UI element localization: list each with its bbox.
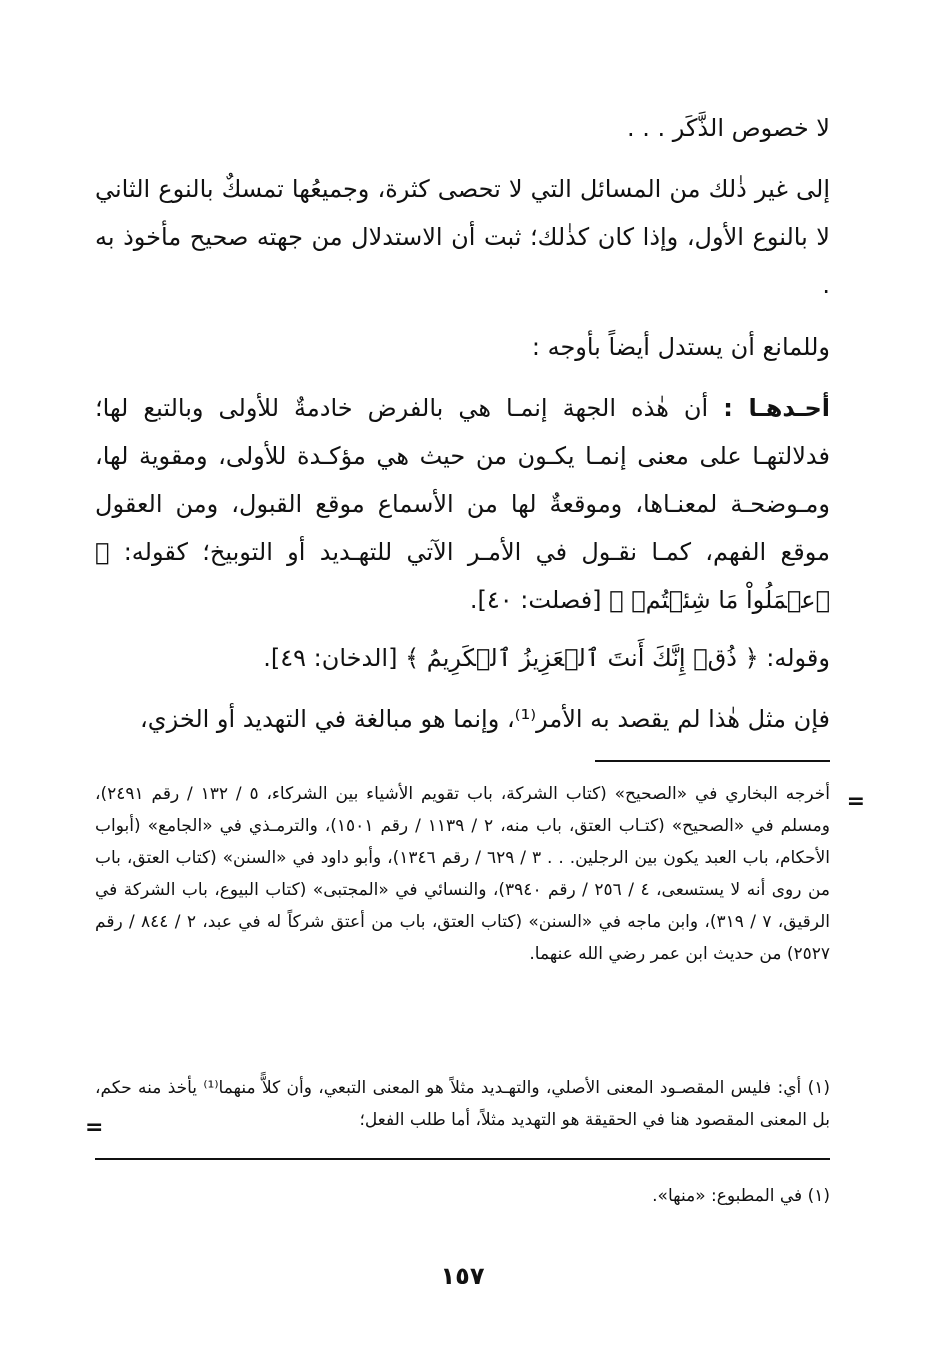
body-paragraph-3 xyxy=(95,384,830,624)
paragraph-label: أحـدهـا : xyxy=(723,394,830,422)
body-paragraph-5: فإن مثل هٰذا لم يقصد به الأمر⁽¹⁾، وإنما هو مبالغة في التهديد أو الخزي، xyxy=(140,705,830,733)
footnote-continued: أخرجه البخاري في «الصحيح» (كتاب الشركة، باب تقويم الأشياء بين الشركاء، ٥ / ١٣٢ / رقم ٢٤٩١)، ومسلم في «الصحيح» (كتـاب العتق، باب منه، ٢ / ١١٣٩ / رقم ١٥٠١)، والترمـذي في «الجامع» (أبواب الأحكام، باب العبد يكون بين الرجلين. . . ٣ / ٦٢٩ / رقم ١٣٤٦)، وأبو داود في «السنن» (كتاب العتق، باب من روى أنه لا يستسعى، ٤ / ٢٥٦ / رقم ٣٩٤٠)، والنسائي في «المجتبى» (كتاب البيوع، باب الشركة في الرقيق، ٧ / ٣١٩)، وابن ماجه في «السنن» (كتاب العتق، باب من أعتق شركاً له في عبد، ٢ / ٨٤٤ / رقم ٢٥٢٧) من حديث ابن عمر رضي الله عنهما. xyxy=(95,784,831,964)
body-paragraph-1: إلى غير ذٰلك من المسائل التي لا تحصى كثرة، وجميعُها تمسكٌ بالنوع الثاني لا بالنوع الأول، وإذا كان كذٰلك؛ ثبت أن الاستدلال من جهته صحيح مأخوذ به . xyxy=(95,175,830,299)
body-paragraph-2: وللمانع أن يستدل أيضاً بأوجه : xyxy=(531,333,830,361)
footnote-1: (١) أي: فليس المقصـود المعنى الأصلي، والتهـديد مثلاً هو المعنى التبعي، وأن كلاًّ منهما⁽¹⁾ يأخذ منه حكم، بل المعنى المقصود هنا في الحقيقة هو التهديد مثلاً، أما طلب الفعل؛ xyxy=(95,1078,830,1130)
continued-marker: = xyxy=(846,789,865,814)
editor-note: (١) في المطبوع: «منها». xyxy=(652,1186,830,1206)
body-paragraph-4: وقوله: ﴿ ذُقۡ إِنَّكَ أَنتَ ٱلۡعَزِيزُ ٱلۡكَرِيمُ ﴾ [الدخان: ٤٩]. xyxy=(263,644,830,672)
editor-note-separator xyxy=(95,1158,830,1160)
body-line-1: لا خصوص الذَّكَر . . . xyxy=(626,114,830,142)
footnote-separator xyxy=(595,760,830,762)
footnote-continues-marker: = xyxy=(85,1115,104,1140)
page-number: ١٥٧ xyxy=(440,1262,485,1290)
paragraph-3-text: أن هٰذه الجهة إنمـا هي بالفرض خادمةٌ للأولى وبالتبع لها؛ فدلالتهـا على معنى إنمـا يكـون من حيث هي مؤكـدة للأولى، ومقوية لها، ومـوضحـة لمعنـاها، وموقعةٌ لها من الأسماع موقع القبول، ومن العقول موقع الفهم، كمـا نقـول في الأمـر الآتي للتهـديد أو التوبيخ؛ كقوله: ﴿ ٱعۡمَلُواْ مَا شِئۡتُمۡ ﴾ [فصلت: ٤٠]. xyxy=(95,394,830,614)
